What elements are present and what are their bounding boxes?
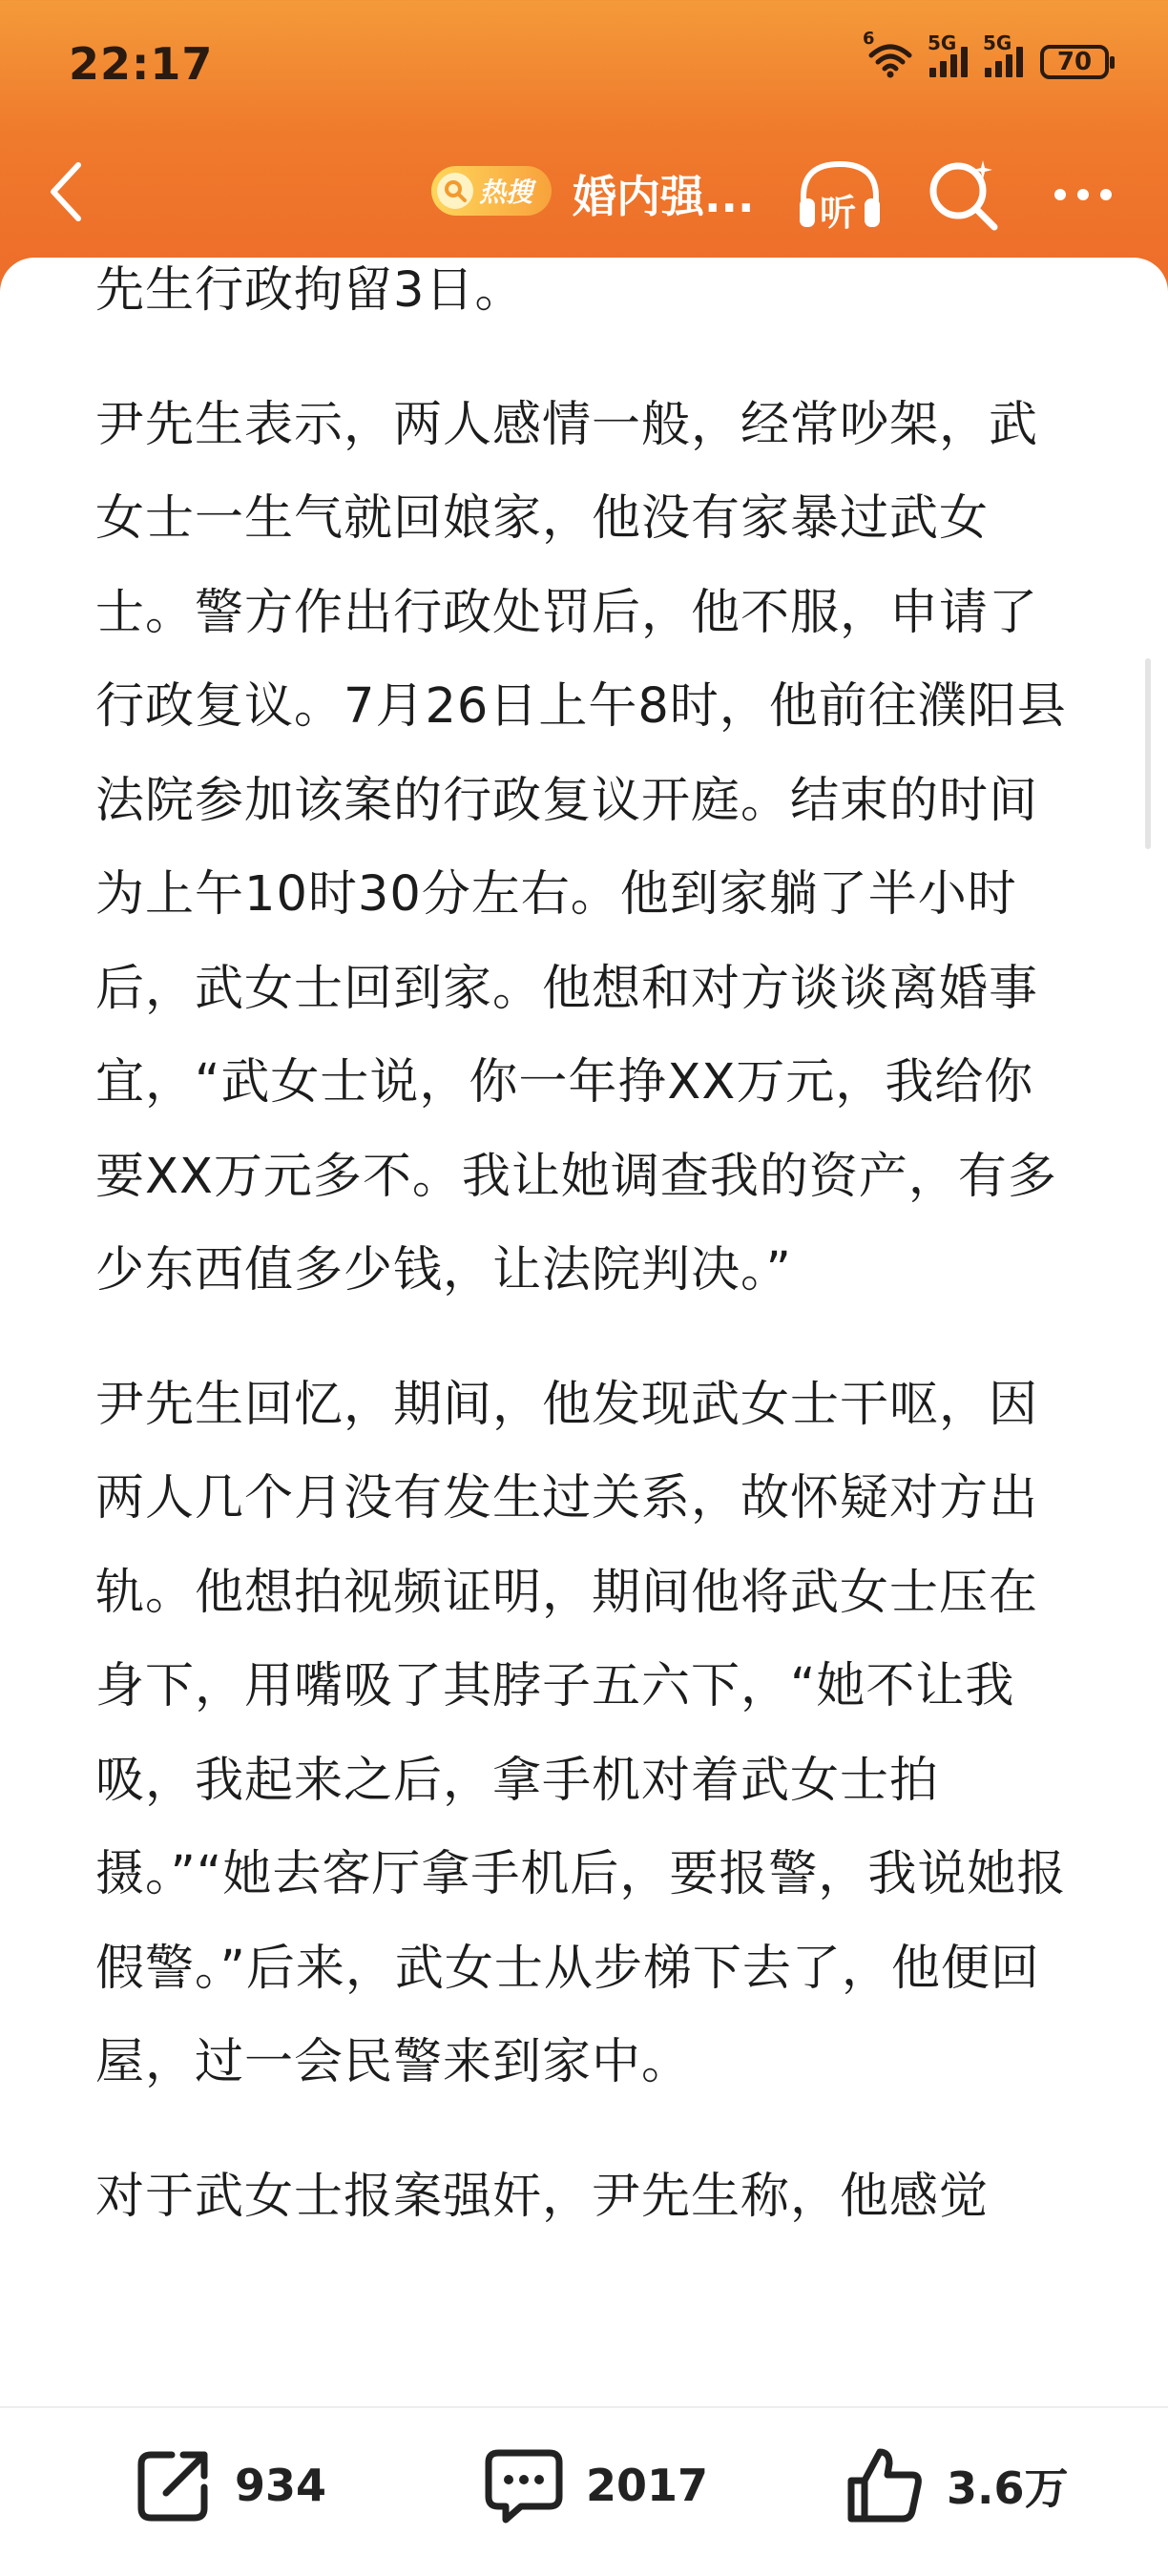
article-paragraph: 尹先生表示，两人感情一般，经常吵架，武女士一生气就回娘家，他没有家暴过武女士。警方作出行政处罚后，他不服，申请了行政复议。7月26日上午8时，他前往濮阳县法院参加该案的行政复议开庭。结束的时间为上午10时30分左右。他到家躺了半小时后，武女士回到家。他想和对方谈谈离婚事宜，“武女士说，你一年挣XX万元，我给你要XX万元多不。我让她调查我的资产，有多少东西值多少钱，让法院判决。” [95, 396, 1067, 1298]
listen-label: 听 [820, 192, 857, 234]
hot-search-label: 热搜 [479, 177, 533, 208]
back-button[interactable] [38, 158, 95, 225]
article-body [95, 258, 1078, 2284]
search-button[interactable] [924, 155, 1004, 235]
article-paragraph: 尹先生回忆，期间，他发现武女士干呕，因两人几个月没有发生过关系，故怀疑对方出轨。他想拍视频证明，期间他将武女士压在身下，用嘴吸了其脖子五六下，“她不让我吸，我起来之后，拿手机对着武女士拍摄。”“她去客厅拿手机后，要报警，我说她报假警。”后来，武女士从步梯下去了，他便回屋，过一会民警来到家中。 [95, 1376, 1067, 2090]
battery-level: 70 [1056, 48, 1093, 76]
article-paragraph: 先生行政拘留3日。 [95, 262, 525, 319]
status-bar [0, 0, 1168, 134]
status-icons [863, 29, 1109, 82]
scrollbar[interactable] [1145, 658, 1151, 849]
top-nav-bar [0, 134, 1168, 258]
signal-icon-2 [983, 31, 1023, 77]
comment-button[interactable] [483, 2433, 708, 2538]
hot-search-badge[interactable] [431, 166, 552, 216]
article-paragraph: 对于武女士报案强奸，尹先生称，他感觉 [95, 2168, 990, 2225]
comment-icon [483, 2445, 565, 2525]
signal2-label: 5G [983, 31, 1012, 54]
share-icon [134, 2445, 214, 2525]
signal1-label: 5G [928, 31, 957, 54]
wifi-icon [863, 29, 912, 82]
topic-title[interactable]: 婚内强... [573, 171, 755, 222]
like-button[interactable] [844, 2433, 1069, 2538]
signal-icon-1 [928, 31, 968, 77]
more-button[interactable] [1040, 168, 1126, 221]
like-count: 3.6万 [947, 2462, 1069, 2514]
share-button[interactable] [134, 2433, 326, 2538]
more-icon [1054, 189, 1066, 200]
battery-icon [1040, 45, 1109, 79]
hot-search-icon [437, 173, 473, 209]
comment-count: 2017 [586, 2460, 709, 2511]
share-count: 934 [235, 2460, 327, 2511]
status-time: 22:17 [69, 38, 214, 90]
bottom-action-bar [0, 2406, 1168, 2576]
wifi-label: 6 [863, 29, 875, 49]
article-card [0, 258, 1168, 2576]
thumbs-up-icon [844, 2444, 926, 2526]
search-icon [924, 155, 1004, 235]
listen-button[interactable] [794, 155, 886, 235]
back-icon [48, 161, 86, 222]
